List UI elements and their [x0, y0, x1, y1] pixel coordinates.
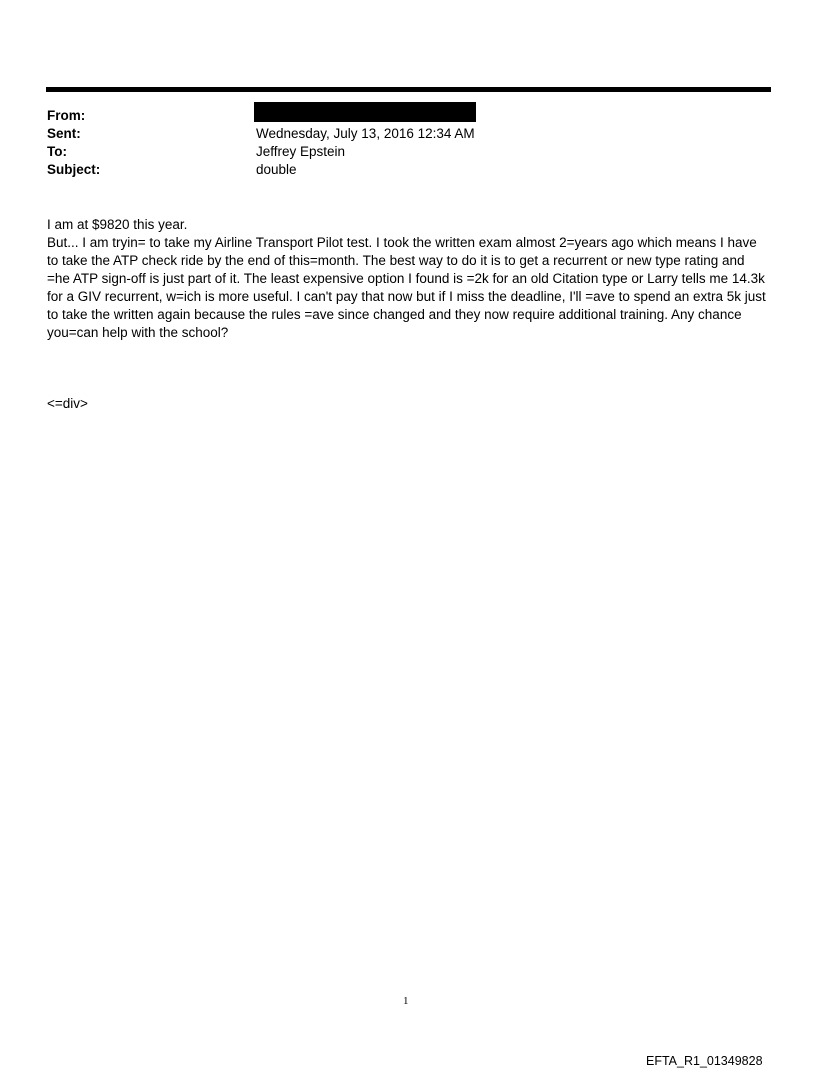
subject-value: double — [256, 162, 297, 177]
document-id: EFTA_R1_01349828 — [646, 1054, 763, 1068]
to-label: To: — [47, 144, 67, 159]
subject-row — [47, 161, 767, 179]
redaction-bar — [254, 102, 476, 122]
from-label: From: — [47, 108, 86, 123]
body-line: I am at $9820 this year. — [47, 217, 188, 232]
div-tag-text: <=div> — [47, 396, 88, 411]
header-rule — [46, 87, 771, 92]
to-row — [47, 143, 767, 161]
to-value: Jeffrey Epstein — [256, 144, 346, 159]
sent-row — [47, 125, 767, 143]
sent-value: Wednesday, July 13, 2016 12:34 AM — [256, 126, 475, 141]
body-line: to take the written again because the rules =ave since changed and they now require additional training. Any chance — [47, 307, 742, 322]
from-row — [47, 107, 767, 125]
body-line: for a GIV recurrent, w=ich is more useful. I can't pay that now but if I miss the deadline, I'll =ave to spend an extra 5k just — [47, 289, 766, 304]
email-body — [47, 216, 772, 342]
subject-label: Subject: — [47, 162, 101, 177]
sent-label: Sent: — [47, 126, 81, 141]
email-header — [47, 107, 767, 179]
body-line: you=can help with the school? — [47, 325, 229, 340]
page-number: 1 — [403, 995, 409, 1007]
body-line: But... I am tryin= to take my Airline Transport Pilot test. I took the written exam almost 2=years ago which means I have — [47, 235, 757, 250]
body-line: to take the ATP check ride by the end of this=month. The best way to do it is to get a recurrent or new type rating and — [47, 253, 745, 268]
body-line: =he ATP sign-off is just part of it. The least expensive option I found is =2k for an old Citation type or Larry tells me 14.3k — [47, 271, 765, 286]
